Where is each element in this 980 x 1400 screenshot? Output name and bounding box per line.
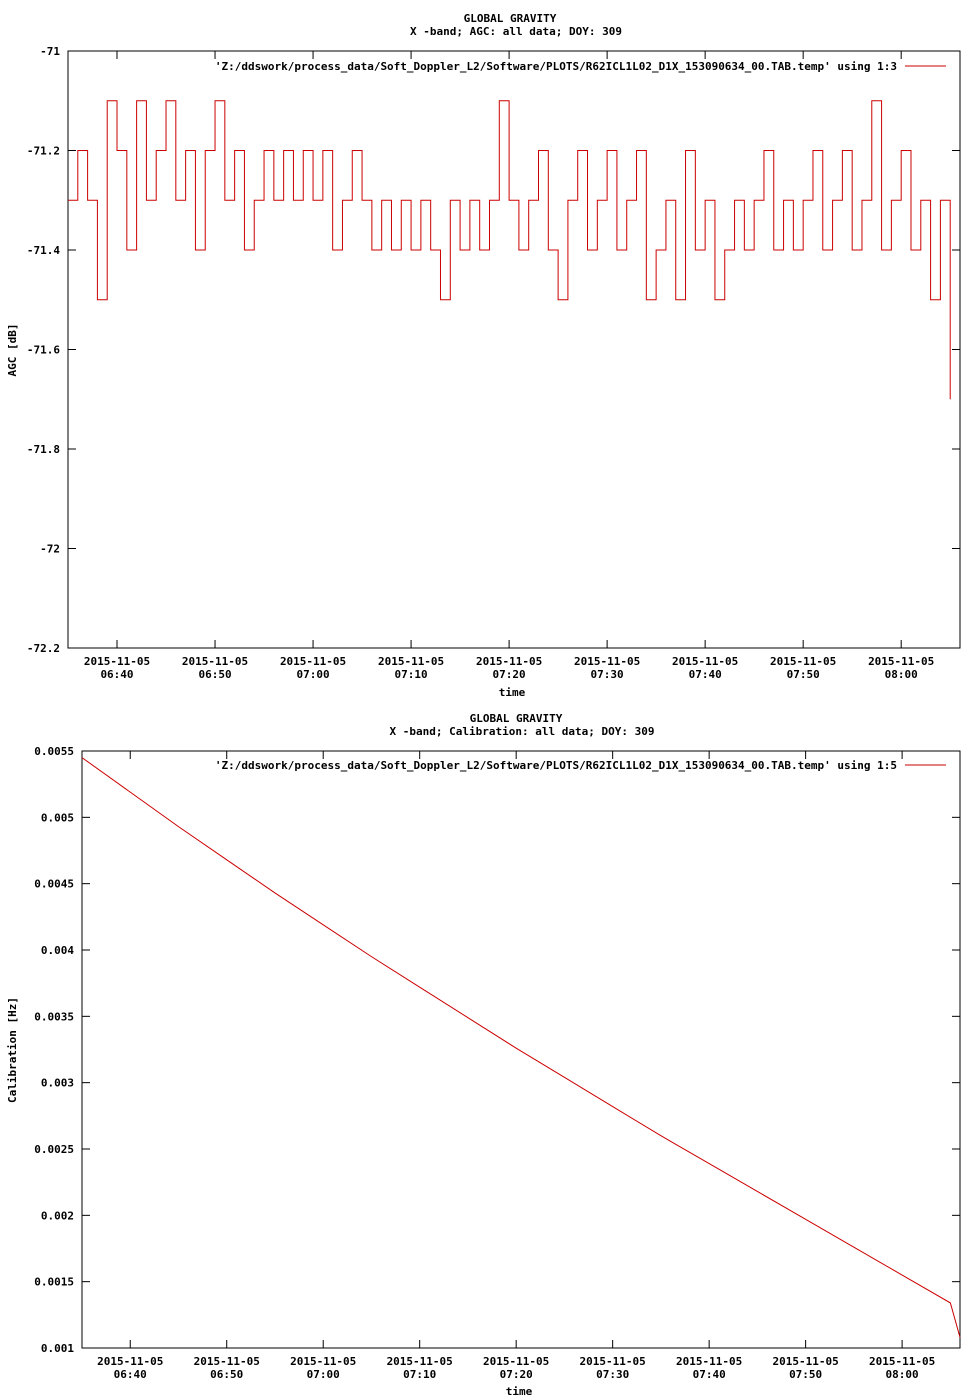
calibration-chart-title: GLOBAL GRAVITY: [469, 712, 563, 725]
agc-plot-area: [68, 51, 960, 648]
agc-legend-label: 'Z:/ddswork/process_data/Soft_Doppler_L2/Software/PLOTS/R62ICL1L02_D1X_153090634_00.TAB.temp' using 1:3: [214, 60, 897, 73]
y-tick-label: 0.003: [40, 1076, 74, 1090]
x-tick-time-label: 07:20: [492, 668, 526, 681]
calibration-chart-subtitle: X -band; Calibration: all data; DOY: 309: [389, 725, 655, 738]
y-tick-label: 0.005: [40, 811, 74, 825]
y-tick-label: 0.0055: [34, 745, 74, 758]
x-tick-time-label: 06:40: [113, 1368, 147, 1381]
x-tick-time-label: 07:40: [688, 668, 722, 681]
x-tick-date-label: 2015-11-05: [868, 1355, 936, 1368]
x-tick-time-label: 07:10: [403, 1368, 437, 1381]
x-tick-date-label: 2015-11-05: [483, 1355, 550, 1368]
x-tick-time-label: 07:40: [692, 1368, 726, 1381]
y-tick-label: -71.6: [26, 343, 60, 357]
x-tick-time-label: 06:50: [198, 668, 232, 681]
y-tick-label: 0.0025: [34, 1143, 74, 1156]
agc-x-axis-label: time: [498, 686, 526, 699]
x-tick-time-label: 07:20: [499, 1368, 533, 1381]
x-tick-date-label: 2015-11-05: [193, 1355, 260, 1368]
x-tick-date-label: 2015-11-05: [770, 655, 837, 668]
y-tick-label: -71.8: [26, 443, 60, 456]
calibration-series-line: [82, 758, 960, 1338]
x-tick-time-label: 07:00: [296, 668, 330, 681]
y-tick-label: -71.4: [26, 244, 60, 257]
y-tick-label: 0.004: [40, 944, 74, 957]
y-tick-label: 0.002: [40, 1209, 74, 1223]
calibration-x-ticks: [97, 751, 935, 1381]
calibration-x-axis-label: time: [505, 1385, 533, 1398]
calibration-plot-area: [82, 751, 960, 1348]
y-tick-label: 0.001: [40, 1342, 74, 1355]
y-tick-label: -71.2: [26, 144, 60, 158]
agc-chart-subtitle: X -band; AGC: all data; DOY: 309: [410, 25, 622, 38]
agc-chart: [6, 12, 960, 699]
calibration-legend-label: 'Z:/ddswork/process_data/Soft_Doppler_L2/Software/PLOTS/R62ICL1L02_D1X_153090634_00.TAB.temp' using 1:5: [214, 759, 897, 772]
x-tick-date-label: 2015-11-05: [475, 655, 543, 668]
x-tick-time-label: 07:50: [786, 668, 820, 681]
x-tick-date-label: 2015-11-05: [386, 1355, 453, 1368]
x-tick-time-label: 08:00: [884, 668, 918, 681]
x-tick-date-label: 2015-11-05: [279, 655, 347, 668]
y-tick-label: -72: [40, 542, 60, 556]
agc-y-ticks: [27, 45, 960, 655]
x-tick-time-label: 06:50: [210, 1368, 244, 1381]
x-tick-date-label: 2015-11-05: [83, 655, 151, 668]
calibration-y-axis-label: Calibration [Hz]: [6, 997, 19, 1103]
x-tick-time-label: 08:00: [885, 1368, 919, 1381]
agc-y-axis-label: AGC [dB]: [6, 323, 19, 377]
y-tick-label: -72.2: [26, 642, 60, 655]
x-tick-time-label: 07:50: [789, 1368, 823, 1381]
agc-chart-title: GLOBAL GRAVITY: [463, 12, 557, 25]
x-tick-time-label: 07:30: [590, 668, 624, 681]
x-tick-date-label: 2015-11-05: [579, 1355, 646, 1368]
x-tick-date-label: 2015-11-05: [868, 655, 935, 668]
x-tick-time-label: 07:00: [306, 1368, 340, 1381]
calibration-chart: [6, 712, 960, 1398]
x-tick-time-label: 07:30: [596, 1368, 630, 1381]
x-tick-date-label: 2015-11-05: [97, 1355, 164, 1368]
y-tick-label: 0.0035: [34, 1010, 74, 1024]
x-tick-date-label: 2015-11-05: [290, 1355, 357, 1368]
calibration-y-ticks: [34, 745, 960, 1355]
x-tick-time-label: 07:10: [394, 668, 428, 681]
y-tick-label: 0.0045: [34, 877, 74, 891]
y-tick-label: 0.0015: [34, 1275, 74, 1289]
x-tick-date-label: 2015-11-05: [672, 655, 739, 668]
x-tick-date-label: 2015-11-05: [574, 655, 641, 668]
x-tick-date-label: 2015-11-05: [181, 655, 249, 668]
x-tick-date-label: 2015-11-05: [772, 1355, 839, 1368]
x-tick-time-label: 06:40: [100, 668, 134, 681]
agc-series-line: [68, 101, 950, 400]
x-tick-date-label: 2015-11-05: [377, 655, 445, 668]
x-tick-date-label: 2015-11-05: [676, 1355, 743, 1368]
y-tick-label: -71: [40, 45, 60, 58]
